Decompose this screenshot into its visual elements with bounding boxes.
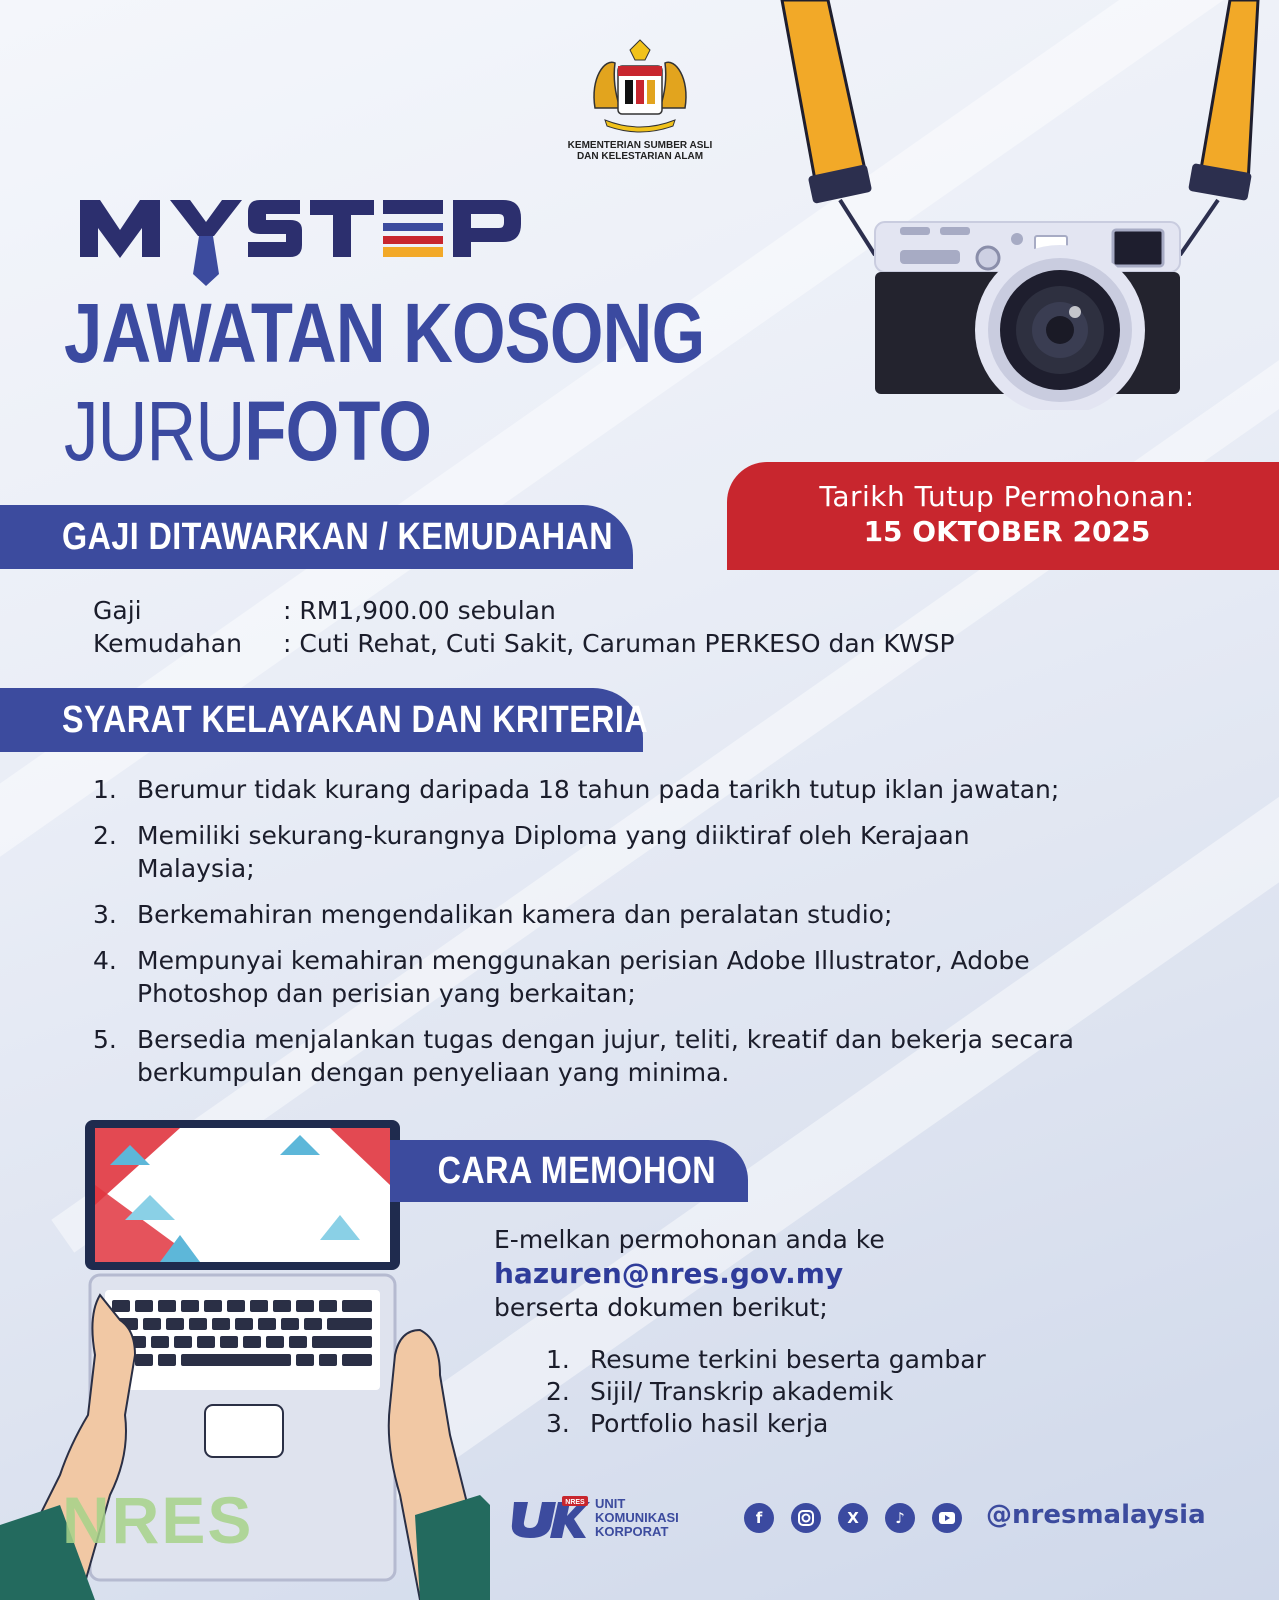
list-item [93, 944, 1183, 1010]
salary-heading-banner [0, 505, 633, 569]
title-juru: JURU [64, 384, 245, 478]
apply-after: berserta dokumen berikut; [494, 1293, 828, 1322]
mystep-text: MYSTEP [78, 192, 82, 193]
salary-row [93, 594, 955, 627]
closing-label: Tarikh Tutup Permohonan: [819, 480, 1195, 513]
item-text: Resume terkini beserta gambar [590, 1345, 986, 1374]
salary-label: Gaji [93, 596, 142, 625]
item-number: 1. [93, 775, 117, 804]
requirements-list [93, 773, 1183, 1102]
requirements-heading: SYARAT KELAYAKAN DAN KRITERIA [62, 699, 649, 741]
item-number: 4. [93, 946, 117, 975]
youtube-icon[interactable] [932, 1503, 962, 1533]
list-item [546, 1344, 986, 1376]
ukk-tag: NRES [565, 1499, 585, 1506]
apply-heading-banner [390, 1140, 748, 1202]
list-item [93, 1023, 1183, 1089]
documents-list [546, 1344, 986, 1440]
item-number: 3. [93, 900, 117, 929]
unit-line2: KOMUNIKASI [595, 1510, 679, 1525]
apply-instructions [494, 1223, 885, 1325]
benefits-label: Kemudahan [93, 629, 242, 658]
title-line1: JAWATAN KOSONG [64, 286, 705, 380]
closing-date-box [727, 462, 1279, 570]
mystep-logo [78, 192, 558, 292]
x-icon[interactable]: X [838, 1503, 868, 1533]
item-text: Portfolio hasil kerja [590, 1409, 829, 1438]
apply-heading: CARA MEMOHON [437, 1150, 717, 1192]
unit-name [595, 1497, 679, 1539]
list-item [93, 898, 1183, 931]
ministry-line1: KEMENTERIAN SUMBER ASLI [567, 140, 713, 151]
ukk-logo-icon [508, 1496, 590, 1540]
apply-intro: E-melkan permohonan anda ke [494, 1225, 885, 1254]
item-text: Berkemahiran mengendalikan kamera dan peralatan studio; [137, 900, 893, 929]
item-number: 1. [546, 1345, 570, 1374]
closing-date: 15 OKTOBER 2025 [863, 515, 1151, 548]
social-handle[interactable]: @nresmalaysia [986, 1500, 1206, 1530]
item-text: Berumur tidak kurang daripada 18 tahun pada tarikh tutup iklan jawatan; [137, 775, 1060, 804]
item-number: 5. [93, 1025, 117, 1054]
ministry-crest-icon [585, 38, 695, 138]
title-foto: FOTO [244, 384, 432, 478]
list-item [546, 1408, 986, 1440]
list-item [93, 773, 1183, 806]
item-number: 2. [93, 821, 117, 850]
instagram-icon[interactable] [791, 1503, 821, 1533]
title-line2 [64, 383, 431, 480]
requirements-heading-banner [0, 688, 649, 752]
benefits-row [93, 627, 955, 660]
item-text: Mempunyai kemahiran menggunakan perisian Adobe Illustrator, Adobe Photoshop dan perisian yang berkaitan; [137, 946, 1030, 1008]
item-text: Memiliki sekurang-kurangnya Diploma yang diiktiraf oleh Kerajaan Malaysia; [137, 821, 970, 883]
benefits-value: : Cuti Rehat, Cuti Sakit, Caruman PERKESO dan KWSP [283, 629, 955, 658]
item-text: Sijil/ Transkrip akademik [590, 1377, 894, 1406]
item-text: Bersedia menjalankan tugas dengan jujur, teliti, kreatif dan bekerja secara berkumpulan dengan penyeliaan yang minima. [137, 1025, 1074, 1087]
facebook-icon[interactable]: f [744, 1503, 774, 1533]
nres-logo: NRES [62, 1483, 254, 1557]
item-number: 3. [546, 1409, 570, 1438]
unit-line1: UNIT [595, 1496, 626, 1511]
camera-illustration-icon [770, 0, 1279, 410]
list-item [546, 1376, 986, 1408]
ministry-line2: DAN KELESTARIAN ALAM [576, 151, 704, 162]
ministry-name [540, 140, 740, 162]
salary-value: : RM1,900.00 sebulan [283, 596, 556, 625]
item-number: 2. [546, 1377, 570, 1406]
list-item [93, 819, 1183, 885]
salary-details [93, 594, 955, 660]
tiktok-icon[interactable]: ♪ [885, 1503, 915, 1533]
unit-line3: KORPORAT [595, 1524, 669, 1539]
apply-email-link[interactable]: hazuren@nres.gov.my [494, 1257, 844, 1290]
salary-heading: GAJI DITAWARKAN / KEMUDAHAN [62, 516, 614, 558]
